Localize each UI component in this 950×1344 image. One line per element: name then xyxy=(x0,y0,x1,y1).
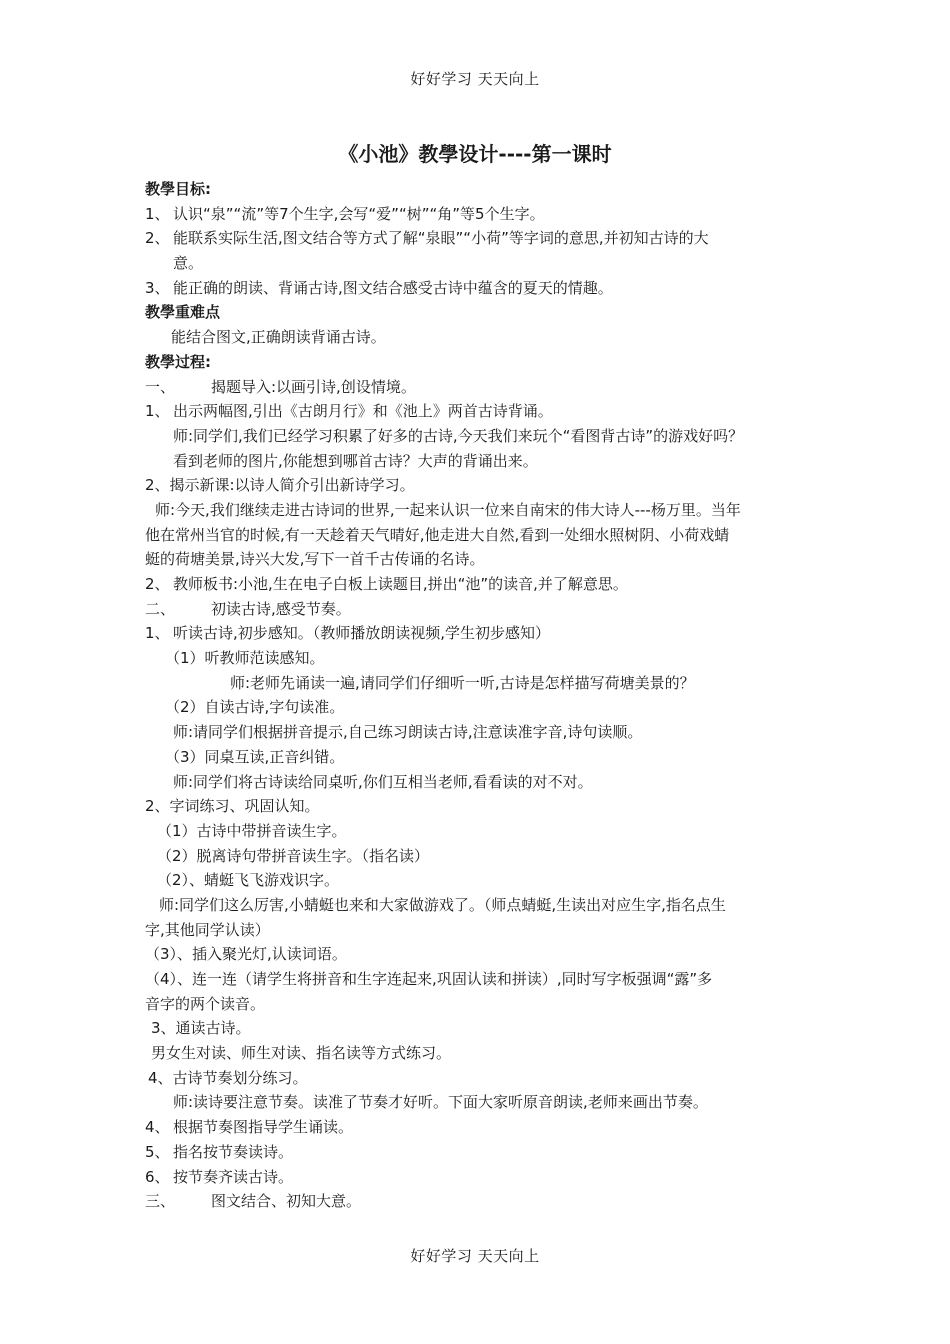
teacher-line: 师:同学们,我们已经学习积累了好多的古诗,今天我们来玩个“看图背古诗”的游戏好吗？ xyxy=(173,426,744,445)
sub-step: （3）同桌互读,正音纠错。 xyxy=(165,747,345,766)
teacher-line: 师:请同学们根据拼音提示,自己练习朗读古诗,注意读准字音,诗句读顺。 xyxy=(173,723,643,742)
goal-item-2-cont: 意。 xyxy=(173,254,204,273)
goal-item-1: 1、 认识“泉”“流”等7个生字,会写“爱”“树”“角”等5个生字。 xyxy=(145,204,545,223)
key-points-heading: 教學重难点 xyxy=(145,303,221,322)
goal-item-3: 3、 能正确的朗读、背诵古诗,图文结合感受古诗中蕴含的夏天的情趣。 xyxy=(145,278,613,297)
teacher-line: 师:今天,我们继续走进古诗词的世界,一起来认识一位来自南宋的伟大诗人---杨万里。当年 xyxy=(155,500,741,519)
section-1-heading: 一、 揭题导入:以画引诗,创设情境。 xyxy=(145,377,416,396)
sub-step: （3）、插入聚光灯,认读词语。 xyxy=(145,945,347,964)
section-3-heading: 三、 图文结合、初知大意。 xyxy=(145,1192,362,1211)
page-footer: 好好学习 天天向上 xyxy=(410,1247,540,1265)
process-heading: 教學过程: xyxy=(145,352,211,371)
document-title: 《小池》教學设计----第一课时 xyxy=(338,142,612,166)
goals-heading: 教學目标: xyxy=(145,180,211,198)
sub-step: （4）、连一连（请学生将拼音和生字连起来,巩固认读和拼读）,同时写字板强调“露”多 xyxy=(145,970,713,988)
step-2-3: 3、通读古诗。 xyxy=(151,1019,251,1038)
step-text: 男女生对读、师生对读、指名读等方式练习。 xyxy=(151,1044,452,1063)
sub-step: （2）、蜻蜓飞飞游戏识字。 xyxy=(157,871,340,890)
step-2-2: 2、字词练习、巩固认知。 xyxy=(145,797,320,816)
goal-item-2: 2、 能联系实际生活,图文结合等方式了解“泉眼”“小荷”等字词的意思,并初知古诗的大 xyxy=(145,229,709,248)
page-header: 好好学习 天天向上 xyxy=(410,70,540,88)
teacher-line: 蜓的荷塘美景,诗兴大发,写下一首千古传诵的名诗。 xyxy=(145,550,485,569)
step-2-6: 5、 指名按节奏读诗。 xyxy=(145,1142,294,1161)
sub-step-cont: 音字的两个读音。 xyxy=(145,994,266,1013)
step-2-1: 1、 听读古诗,初步感知。（教师播放朗读视频,学生初步感知） xyxy=(145,624,551,643)
teacher-line: 师:读诗要注意节奏。读准了节奏才好听。下面大家听原音朗读,老师来画出节奏。 xyxy=(173,1093,708,1112)
step-1-3: 2、 教师板书:小池,生在电子白板上读题目,拼出“池”的读音,并了解意思。 xyxy=(145,575,628,593)
document-body xyxy=(145,177,815,1214)
sub-step: （1）古诗中带拼音读生字。 xyxy=(157,821,347,840)
step-2-5: 4、 根据节奏图指导学生诵读。 xyxy=(145,1118,354,1137)
step-1-2: 2、揭示新课:以诗人简介引出新诗学习。 xyxy=(145,476,415,495)
step-1-1: 1、 出示两幅图,引出《古朗月行》和《池上》两首古诗背诵。 xyxy=(145,402,553,421)
teacher-line: 字,其他同学认读） xyxy=(145,920,270,939)
teacher-line: 师:同学们这么厉害,小蜻蜓也来和大家做游戏了。（师点蜻蜓,生读出对应生字,指名点生 xyxy=(159,895,726,914)
teacher-line: 师:同学们将古诗读给同桌听,你们互相当老师,看看读的对不对。 xyxy=(173,772,593,791)
sub-step: （2）自读古诗,字句读准。 xyxy=(165,698,345,717)
sub-step: （2）脱离诗句带拼音读生字。（指名读） xyxy=(157,846,430,865)
teacher-line: 看到老师的图片,你能想到哪首古诗？大声的背诵出来。 xyxy=(173,451,538,470)
teacher-line: 他在常州当官的时候,有一天趁着天气晴好,他走进大自然,看到一处细水照树阴、小荷戏蜻 xyxy=(145,525,730,544)
sub-step: （1）听教师范读感知。 xyxy=(165,649,325,668)
step-2-4: 4、古诗节奏划分练习。 xyxy=(148,1068,308,1087)
teacher-line: 师:老师先诵读一遍,请同学们仔细听一听,古诗是怎样描写荷塘美景的？ xyxy=(230,673,695,692)
key-points-text: 能结合图文,正确朗读背诵古诗。 xyxy=(171,328,386,347)
section-2-heading: 二、 初读古诗,感受节奏。 xyxy=(145,599,351,618)
step-2-7: 6、 按节奏齐读古诗。 xyxy=(145,1167,294,1186)
